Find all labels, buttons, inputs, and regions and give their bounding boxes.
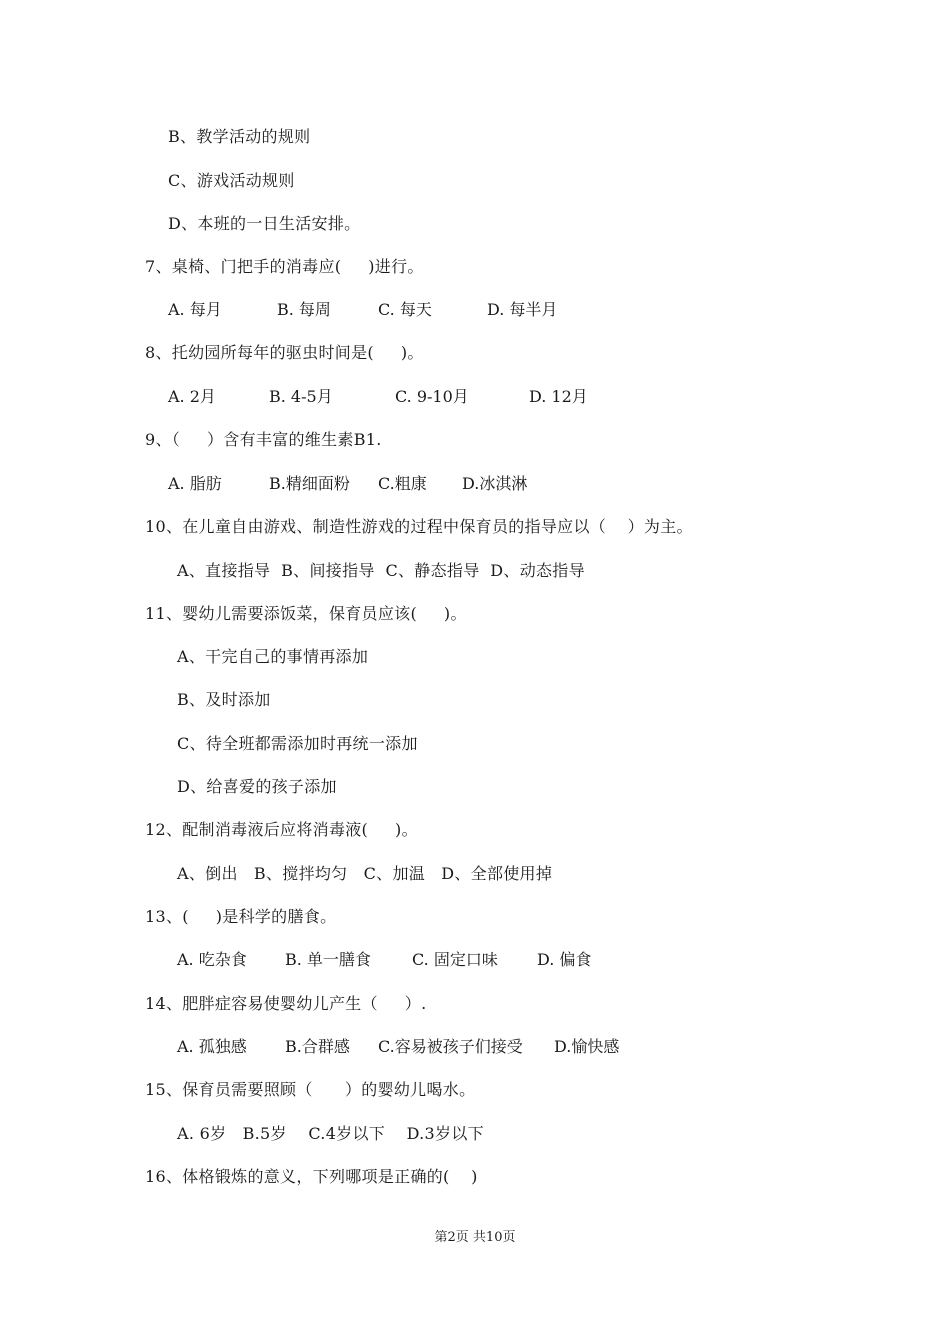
q14-option-c: C.容易被孩子们接受 bbox=[378, 1037, 523, 1056]
q13-options bbox=[0, 950, 950, 970]
q13-option-a: A. 吃杂食 bbox=[177, 950, 247, 969]
q9-options bbox=[0, 474, 950, 494]
q7-option-c: C. 每天 bbox=[378, 300, 432, 319]
q11-option-a: A、干完自己的事情再添加 bbox=[177, 647, 369, 666]
q6-option-c: C、游戏活动规则 bbox=[168, 171, 295, 190]
q7-option-d: D. 每半月 bbox=[487, 300, 558, 319]
question-12: 12、配制消毒液后应将消毒液( )。 bbox=[145, 820, 418, 839]
q11-option-b: B、及时添加 bbox=[177, 690, 271, 709]
q13-option-c: C. 固定口味 bbox=[412, 950, 498, 969]
q9-option-b: B.精细面粉 bbox=[269, 474, 350, 493]
q9-option-a: A. 脂肪 bbox=[168, 474, 222, 493]
q14-option-a: A. 孤独感 bbox=[177, 1037, 247, 1056]
q14-option-b: B.合群感 bbox=[285, 1037, 350, 1056]
question-11: 11、婴幼儿需要添饭菜，保育员应该( )。 bbox=[145, 604, 467, 623]
q7-option-b: B. 每周 bbox=[277, 300, 331, 319]
q9-option-d: D.冰淇淋 bbox=[462, 474, 528, 493]
question-7: 7、桌椅、门把手的消毒应( )进行。 bbox=[145, 257, 424, 276]
q7-option-a: A. 每月 bbox=[168, 300, 222, 319]
question-15: 15、保育员需要照顾（ ）的婴幼儿喝水。 bbox=[145, 1080, 476, 1099]
q11-option-c: C、待全班都需添加时再统一添加 bbox=[177, 734, 418, 753]
q8-option-d: D. 12月 bbox=[529, 387, 588, 406]
question-13: 13、( )是科学的膳食。 bbox=[145, 907, 337, 926]
q8-options bbox=[0, 387, 950, 407]
q8-option-b: B. 4-5月 bbox=[269, 387, 333, 406]
q10-options: A、直接指导 B、间接指导 C、静态指导 D、动态指导 bbox=[177, 561, 585, 580]
page-number-footer: 第2页 共10页 bbox=[434, 1230, 516, 1245]
q12-options: A、倒出 B、搅拌均匀 C、加温 D、全部使用掉 bbox=[177, 864, 553, 883]
q6-option-d: D、本班的一日生活安排。 bbox=[168, 214, 361, 233]
question-14: 14、肥胖症容易使婴幼儿产生（ ）. bbox=[145, 994, 427, 1013]
question-8: 8、托幼园所每年的驱虫时间是( )。 bbox=[145, 343, 424, 362]
q11-option-d: D、给喜爱的孩子添加 bbox=[177, 777, 337, 796]
q8-option-a: A. 2月 bbox=[168, 387, 216, 406]
q6-option-b: B、教学活动的规则 bbox=[168, 127, 311, 146]
q13-option-b: B. 单一膳食 bbox=[285, 950, 371, 969]
q14-option-d: D.愉快感 bbox=[554, 1037, 620, 1056]
question-9: 9、（ ）含有丰富的维生素B1. bbox=[145, 430, 382, 449]
q13-option-d: D. 偏食 bbox=[537, 950, 592, 969]
question-16: 16、体格锻炼的意义，下列哪项是正确的( ) bbox=[145, 1167, 478, 1186]
q15-options: A. 6岁 B.5岁 C.4岁以下 D.3岁以下 bbox=[177, 1124, 484, 1143]
q7-options bbox=[0, 300, 950, 320]
q9-option-c: C.粗康 bbox=[378, 474, 427, 493]
q8-option-c: C. 9-10月 bbox=[395, 387, 469, 406]
question-10: 10、在儿童自由游戏、制造性游戏的过程中保育员的指导应以（ ）为主。 bbox=[145, 517, 693, 536]
q14-options bbox=[0, 1037, 950, 1057]
